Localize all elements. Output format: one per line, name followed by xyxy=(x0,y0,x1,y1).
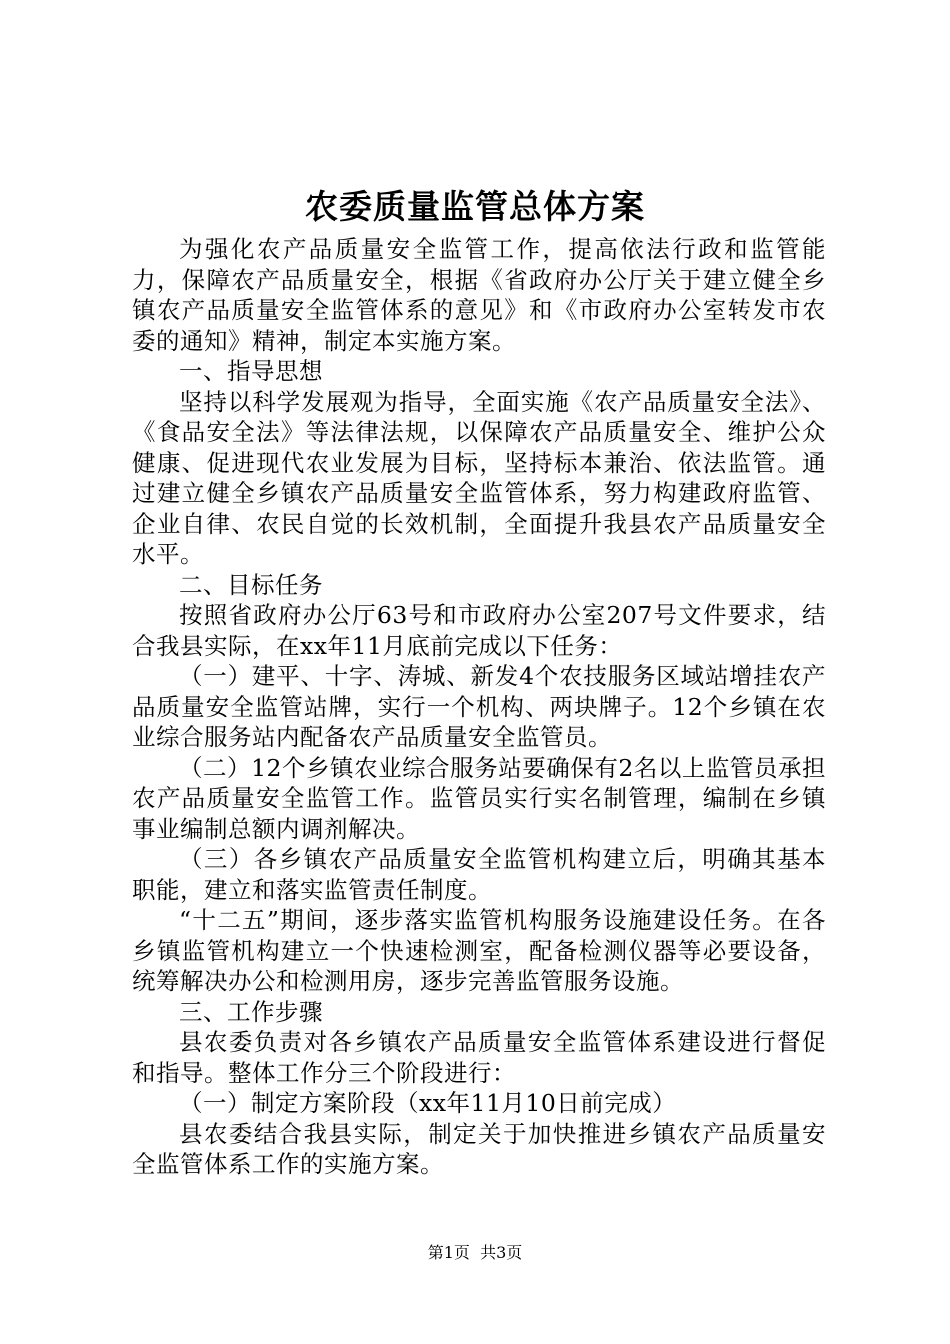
goals-intro-paragraph: 按照省政府办公厅63号和市政府办公室207号文件要求，结合我县实际，在xx年11月底前完成以下任务： xyxy=(132,601,826,660)
guiding-thought-paragraph: 坚持以科学发展观为指导，全面实施《农产品质量安全法》、《食品安全法》等法律法规，以保障农产品质量安全、维护公众健康、促进现代农业发展为目标，坚持标本兼治、依法监管。通过建立健全乡镇农产品质量安全监管体系，努力构建政府监管、企业自律、农民自觉的长效机制，全面提升我县农产品质量安全水平。 xyxy=(132,387,826,568)
five-year-plan-paragraph: “十二五”期间，逐步落实监管机构服务设施建设任务。在各乡镇监管机构建立一个快速检测室，配备检测仪器等必要设备，统筹解决办公和检测用房，逐步完善监管服务设施。 xyxy=(132,906,826,995)
work-steps-intro-paragraph: 县农委负责对各乡镇农产品质量安全监管体系建设进行督促和指导。整体工作分三个阶段进行： xyxy=(132,1028,826,1087)
page-footer: 第1页 共3页 xyxy=(427,1243,523,1262)
section-heading-guiding-thought: 一、指导思想 xyxy=(179,357,323,385)
step-1-paragraph: 县农委结合我县实际，制定关于加快推进乡镇农产品质量安全监管体系工作的实施方案。 xyxy=(132,1119,826,1178)
goal-item-3: （三）各乡镇农产品质量安全监管机构建立后，明确其基本职能，建立和落实监管责任制度。 xyxy=(132,845,826,904)
document-title: 农委质量监管总体方案 xyxy=(305,187,645,226)
section-heading-goals: 二、目标任务 xyxy=(179,570,323,599)
document-body xyxy=(132,234,826,1180)
goal-item-1: （一）建平、十字、涛城、新发4个农技服务区域站增挂农产品质量安全监管站牌，实行一个机构、两块牌子。12个乡镇在农业综合服务站内配备农产品质量安全监管员。 xyxy=(132,662,826,751)
intro-paragraph: 为强化农产品质量安全监管工作，提高依法行政和监管能力，保障农产品质量安全，根据《省政府办公厅关于建立健全乡镇农产品质量安全监管体系的意见》和《市政府办公室转发市农委的通知》精神，制定本实施方案。 xyxy=(132,235,826,355)
section-heading-work-steps: 三、工作步骤 xyxy=(179,997,323,1026)
goal-item-2: （二）12个乡镇农业综合服务站要确保有2名以上监管员承担农产品质量安全监管工作。监管员实行实名制管理，编制在乡镇事业编制总额内调剂解决。 xyxy=(132,753,826,843)
step-1-heading: （一）制定方案阶段（xx年11月10日前完成） xyxy=(179,1089,677,1117)
